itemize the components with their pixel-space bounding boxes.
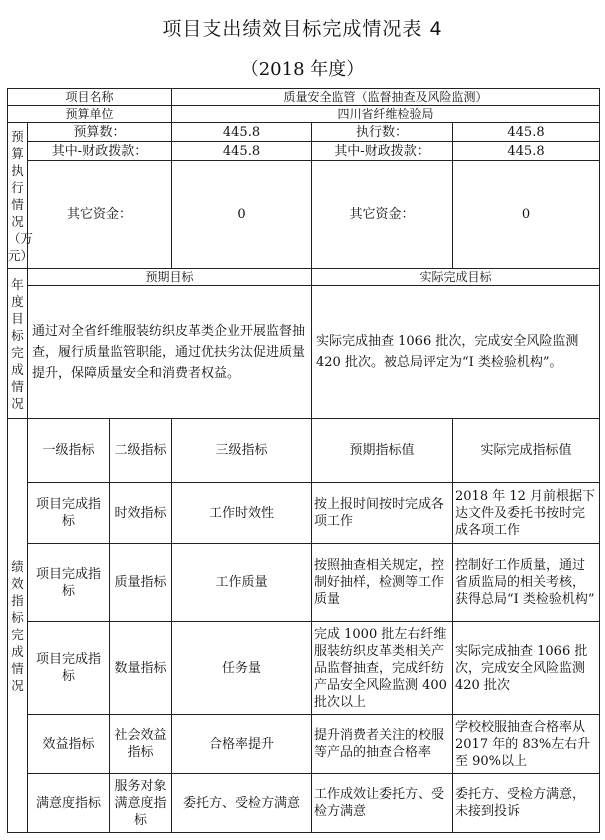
row5-level1: 满意度指标 — [28, 774, 110, 833]
project-name-value: 质量安全监管（监督抽查及风险监测） — [172, 89, 600, 106]
row1-level2: 时效指标 — [110, 483, 172, 544]
row3-expected: 完成 1000 批左右纤维服装纺织皮革类相关产品监督抽查，完成纤纺产品安全风险监测 400 批次以上 — [312, 622, 453, 715]
row3-level3: 任务量 — [172, 622, 312, 715]
row3-level2: 数量指标 — [110, 622, 172, 715]
indicator-header-level2: 二级指标 — [110, 419, 172, 483]
budget-amount-value: 445.8 — [172, 123, 312, 142]
row4-expected: 提升消费者关注的校服等产品的抽查合格率 — [312, 715, 453, 774]
table-row — [8, 774, 600, 833]
row1-level1: 项目完成指标 — [28, 483, 110, 544]
row3-actual: 实际完成抽查 1066 批次，完成安全风险监测 420 批次 — [453, 622, 600, 715]
table-row — [8, 483, 600, 544]
row4-level3: 合格率提升 — [172, 715, 312, 774]
report-year: （2018 年度） — [240, 59, 365, 80]
budget-other-label: 其它资金： — [28, 161, 172, 269]
execution-other-label: 其它资金： — [312, 161, 453, 269]
expected-goal-text: 通过对全省纤维服装纺织皮革类企业开展监督抽查，履行质量监管职能，通过优扶劣汰促进质量提升，保障质量安全和消费者权益。 — [28, 286, 312, 419]
row4-level2: 社会效益指标 — [110, 715, 172, 774]
project-name-label: 项目名称 — [8, 89, 172, 106]
row2-level3: 工作质量 — [172, 544, 312, 622]
row5-level2: 服务对象满意度指标 — [110, 774, 172, 833]
table-row — [8, 622, 600, 715]
row2-level1: 项目完成指标 — [28, 544, 110, 622]
row1-level3: 工作时效性 — [172, 483, 312, 544]
row2-actual: 控制好工作质量，通过省质监局的相关考核，获得总局“I 类检验机构” — [453, 544, 600, 622]
indicator-header-expected: 预期指标值 — [312, 419, 453, 483]
row5-level3: 委托方、受检方满意 — [172, 774, 312, 833]
execution-fiscal-label: 其中-财政拨款： — [312, 142, 453, 161]
row4-actual: 学校校服抽查合格率从 2017 年的 83%左右升至 90%以上 — [453, 715, 600, 774]
indicator-header-level3: 三级指标 — [172, 419, 312, 483]
row1-actual: 2018 年 12 月前根据下达文件及委托书按时完成各项工作 — [453, 483, 600, 544]
row4-level1: 效益指标 — [28, 715, 110, 774]
performance-table — [7, 88, 600, 833]
indicators-side-label: 绩效指标完成情况 — [8, 419, 28, 833]
execution-other-value: 0 — [453, 161, 600, 269]
table-row — [8, 544, 600, 622]
row3-level1: 项目完成指标 — [28, 622, 110, 715]
row2-level2: 质量指标 — [110, 544, 172, 622]
annual-goal-side-label: 年度目标完成情况 — [8, 269, 28, 419]
actual-goal-text: 实际完成抽查 1066 批次，完成安全风险监测 420 批次。被总局评定为“I 类检验机构”。 — [312, 286, 600, 419]
budget-unit-value: 四川省纤维检验局 — [172, 106, 600, 123]
execution-amount-label: 执行数： — [312, 123, 453, 142]
budget-fiscal-label: 其中-财政拨款： — [28, 142, 172, 161]
budget-amount-label: 预算数： — [28, 123, 172, 142]
expected-goal-header: 预期目标 — [28, 269, 312, 286]
indicator-header-actual: 实际完成指标值 — [453, 419, 600, 483]
budget-unit-label: 预算单位 — [8, 106, 172, 123]
execution-fiscal-value: 445.8 — [453, 142, 600, 161]
actual-goal-header: 实际完成目标 — [312, 269, 600, 286]
row1-expected: 按上报时间按时完成各项工作 — [312, 483, 453, 544]
row2-expected: 按照抽查相关规定，控制好抽样，检测等工作质量 — [312, 544, 453, 622]
table-row — [8, 715, 600, 774]
budget-execution-side-label: 预算执行情况（万元） — [8, 123, 28, 269]
execution-amount-value: 445.8 — [453, 123, 600, 142]
row5-actual: 委托方、受检方满意，未接到投诉 — [453, 774, 600, 833]
indicator-header-level1: 一级指标 — [28, 419, 110, 483]
row5-expected: 工作成效让委托方、受检方满意 — [312, 774, 453, 833]
budget-other-value: 0 — [172, 161, 312, 269]
page-title: 项目支出绩效目标完成情况表 4 — [162, 18, 443, 40]
budget-fiscal-value: 445.8 — [172, 142, 312, 161]
